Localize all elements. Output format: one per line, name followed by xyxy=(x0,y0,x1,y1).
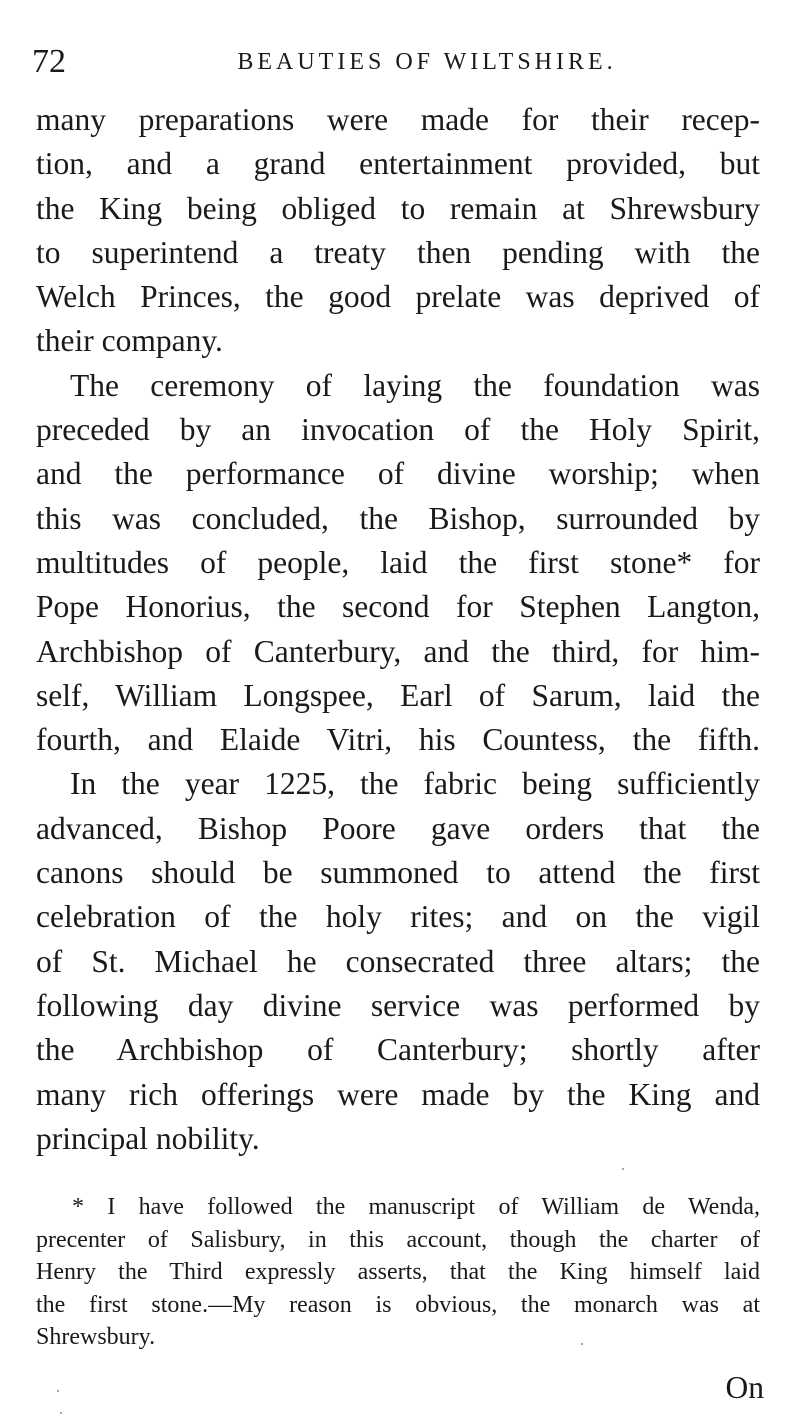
text-line: canons should be summoned to attend the first xyxy=(36,855,760,891)
text-line: The ceremony of laying the foundation was xyxy=(70,367,760,403)
text-line: self, William Longspee, Earl of Sarum, laid the xyxy=(36,677,760,713)
paper-speck xyxy=(581,1343,583,1345)
text-line: fourth, and Elaide Vitri, his Countess, the fifth. xyxy=(36,722,760,758)
running-head: BEAUTIES OF WILTSHIRE. xyxy=(237,49,617,75)
paper-speck xyxy=(57,1390,59,1392)
text-line: and the performance of divine worship; when xyxy=(36,456,760,492)
text-line: many rich offerings were made by the King and xyxy=(36,1076,760,1112)
text-line: advanced, Bishop Poore gave orders that the xyxy=(36,810,760,846)
text-line: In the year 1225, the fabric being sufficiently xyxy=(70,766,760,802)
text-line: following day divine service was performed by xyxy=(36,987,760,1023)
text-line: Archbishop of Canterbury, and the third, for him- xyxy=(36,633,760,669)
footnote-line: Henry the Third expressly asserts, that the King himself laid xyxy=(36,1259,760,1286)
paper-speck xyxy=(60,1412,62,1414)
text-line: principal nobility. xyxy=(36,1120,260,1156)
text-line: the Archbishop of Canterbury; shortly after xyxy=(36,1032,760,1068)
text-line: tion, and a grand entertainment provided, but xyxy=(36,146,760,182)
footnote-line: the first stone.—My reason is obvious, the monarch was at xyxy=(36,1291,760,1318)
text-line: to superintend a treaty then pending with the xyxy=(36,234,760,270)
catchword: On xyxy=(725,1370,764,1405)
footnote xyxy=(36,1191,760,1354)
text-line: their company. xyxy=(36,323,223,359)
text-line: many preparations were made for their recep- xyxy=(36,102,760,137)
footnote-line: * I have followed the manuscript of William de Wenda, xyxy=(72,1194,760,1220)
text-line: celebration of the holy rites; and on the vigil xyxy=(36,899,760,935)
page-number: 72 xyxy=(32,43,66,80)
text-line: of St. Michael he consecrated three altars; the xyxy=(36,943,760,979)
footnote-line: precenter of Salisbury, in this account, though the charter of xyxy=(36,1226,760,1253)
text-line: multitudes of people, laid the first stone* for xyxy=(36,544,760,580)
text-line: preceded by an invocation of the Holy Spirit, xyxy=(36,412,760,448)
text-line: this was concluded, the Bishop, surrounded by xyxy=(36,500,760,536)
text-line: Pope Honorius, the second for Stephen Langton, xyxy=(36,589,760,625)
page-header xyxy=(32,40,772,84)
footnote-line: Shrewsbury. xyxy=(36,1324,156,1351)
text-line: Welch Princes, the good prelate was deprived of xyxy=(36,279,760,315)
text-line: the King being obliged to remain at Shrewsbury xyxy=(36,190,760,226)
paper-speck xyxy=(622,1168,624,1170)
body-text xyxy=(36,98,760,1161)
